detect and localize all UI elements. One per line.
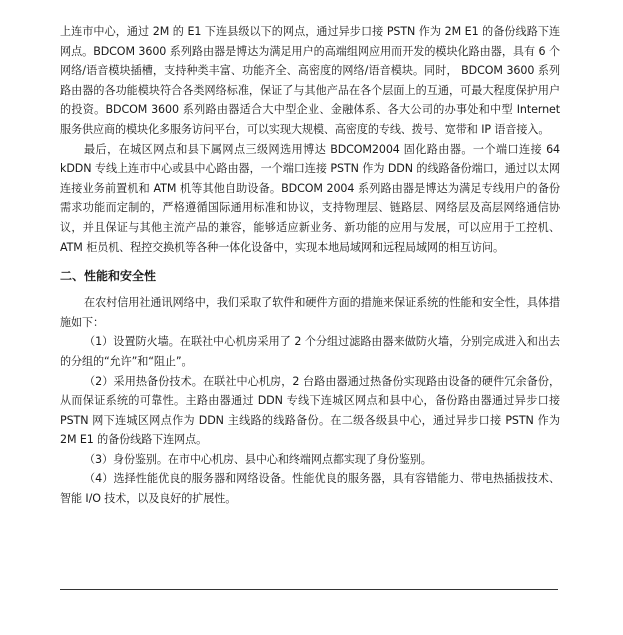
list-item-4: （4）选择性能优良的服务器和网络设备。性能优良的服务器，具有容错能力、带电热插拔技术、智能 I/O 技术，以及良好的扩展性。 — [60, 472, 560, 506]
document-body — [60, 22, 560, 509]
section-heading: 二、性能和安全性 — [60, 269, 157, 284]
paragraph-3: 在农村信用社通讯网络中，我们采取了软件和硬件方面的措施来保证系统的性能和安全性，具体措施如下： — [60, 296, 560, 329]
paragraph-1: 上连市中心，通过 2M 的 E1 下连县级以下的网点，通过异步口接 PSTN 作为 2M E1 的备份线路下连网点。BDCOM 3600 系列路由器是博达为满足用户的高端组网应用而开发的模块化路由器，具有 6 个网络/语音模块插槽，支持种类丰富、功能齐全、高密度的网络/语音模块。同时， BDCOM 3600 系列路由器的各功能模块符合各类网络标准，保证了与其他产品在各个层面上的互通，可最大程度保护用户的投资。BDCOM 3600 系列路由器适合大中型企业、金融体系、各大公司的办事处和中型 Internet 服务供应商的模块化多服务访问平台，可以实现大规模、高密度的专线、拨号、宽带和 IP 语音接入。 — [60, 25, 560, 136]
list-item-1: （1）设置防火墙。在联社中心机房采用了 2 个分组过滤路由器来做防火墙，分别完成进入和出去的分组的“允许”和“阻止”。 — [60, 335, 560, 368]
paragraph-2: 最后，在城区网点和县下属网点三级网选用博达 BDCOM2004 固化路由器。一个端口连接 64 kDDN 专线上连市中心或县中心路由器，一个端口连接 PSTN 作为 DDN 的线路备份端口，通过以太网连接业务前置机和 ATM 机等其他自助设备。BDCOM 2004 系列路由器是博达为满足专线用户的备份需求功能而定制的，严格遵循国际通用标准和协议，支持物理层、链路层、网络层及高层网络通信协议，并且保证与其他主流产品的兼容，能够适应新业务、新功能的应用与发展，可以应用于工控机、ATM 柜员机、程控交换机等各种一体化设备中，实现本地局域网和远程局域网的相互访问。 — [60, 142, 560, 254]
list-item-3: （3）身份鉴别。在市中心机房、县中心和终端网点都实现了身份鉴别。 — [84, 452, 432, 466]
page-bottom-rule — [60, 589, 558, 590]
list-item-2: （2）采用热备份技术。在联社中心机房，2 台路由器通过热备份实现路由设备的硬件冗余备份，从而保证系统的可靠性。主路由器通过 DDN 专线下连城区网点和县中心，备份路由器通过异步口接 PSTN 网下连城区网点作为 DDN 主线路的线路备份。在二级各级县中心，通过异步口接 PSTN 作为 2M E1 的备份线路下连网点。 — [60, 374, 560, 447]
